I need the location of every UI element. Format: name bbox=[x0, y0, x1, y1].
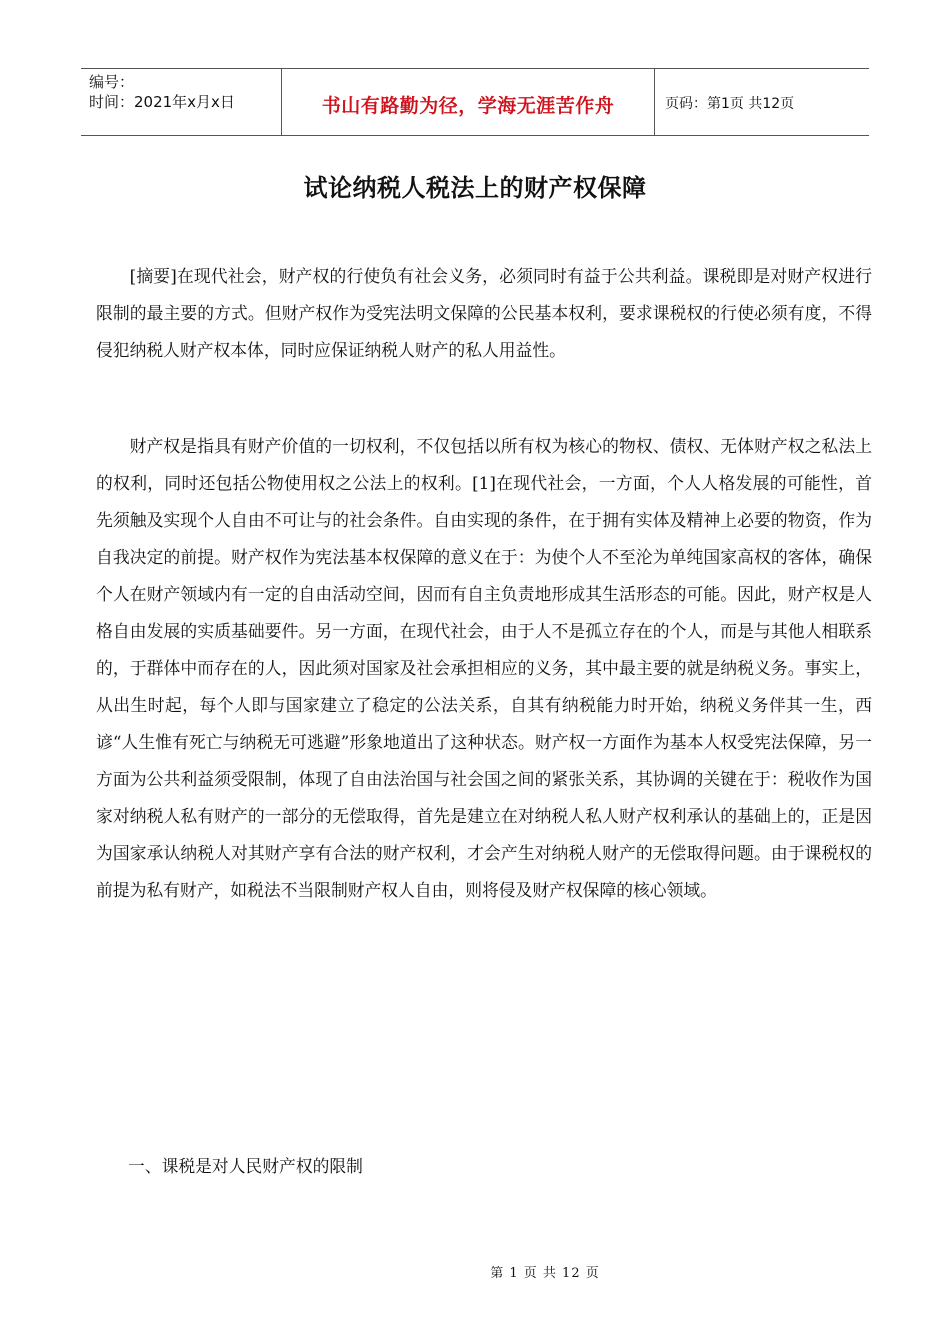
header-page-cell bbox=[655, 69, 869, 135]
header-motto-cell bbox=[281, 69, 655, 135]
page-footer: 第 1 页 共 12 页 bbox=[490, 1266, 600, 1281]
document-title: 试论纳税人税法上的财产权保障 bbox=[303, 174, 647, 202]
number-label: 编号： bbox=[89, 73, 135, 91]
document-header bbox=[81, 68, 869, 136]
time-label: 时间：2021年x月x日 bbox=[89, 93, 235, 111]
section-heading: 一、课税是对人民财产权的限制 bbox=[128, 1156, 363, 1176]
header-page-info: 页码：第1页 共12页 bbox=[665, 96, 795, 112]
motto-text: 书山有路勤为径，学海无涯苦作舟 bbox=[321, 94, 615, 117]
body-paragraph: 财产权是指具有财产价值的一切权利，不仅包括以所有权为核心的物权、债权、无体财产权之私法上的权利，同时还包括公物使用权之公法上的权利。[1]在现代社会，一方面，个人人格发展的可能性，首先须触及实现个人自由不可让与的社会条件。自由实现的条件，在于拥有实体及精神上必要的物资，作为自我决定的前提。财产权作为宪法基本权保障的意义在于：为使个人不至沦为单纯国家高权的客体，确保个人在财产领域内有一定的自由活动空间，因而有自主负责地形成其生活形态的可能。因此，财产权是人格自由发展的实质基础要件。另一方面，在现代社会，由于人不是孤立存在的个人，而是与其他人相联系的，于群体中而存在的人，因此须对国家及社会承担相应的义务，其中最主要的就是纳税义务。事实上，从出生时起，每个人即与国家建立了稳定的公法关系，自其有纳税能力时开始，纳税义务伴其一生，西谚“人生惟有死亡与纳税无可逃避”形象地道出了这种状态。财产权一方面作为基本人权受宪法保障，另一方面为公共利益须受限制，体现了自由法治国与社会国之间的紧张关系，其协调的关键在于：税收作为国家对纳税人私有财产的一部分的无偿取得，首先是建立在对纳税人私人财产权利承认的基础上的，正是因为国家承认纳税人对其财产享有合法的财产权利，才会产生对纳税人财产的无偿取得问题。由于课税权的前提为私有财产，如税法不当限制财产权人自由，则将侵及财产权保障的核心领域。 bbox=[96, 436, 872, 900]
abstract-paragraph: [摘要]在现代社会，财产权的行使负有社会义务，必须同时有益于公共利益。课税即是对财产权进行限制的最主要的方式。但财产权作为受宪法明文保障的公民基本权利，要求课税权的行使必须有度，不得侵犯纳税人财产权本体，同时应保证纳税人财产的私人用益性。 bbox=[96, 266, 872, 360]
header-meta bbox=[81, 69, 281, 135]
